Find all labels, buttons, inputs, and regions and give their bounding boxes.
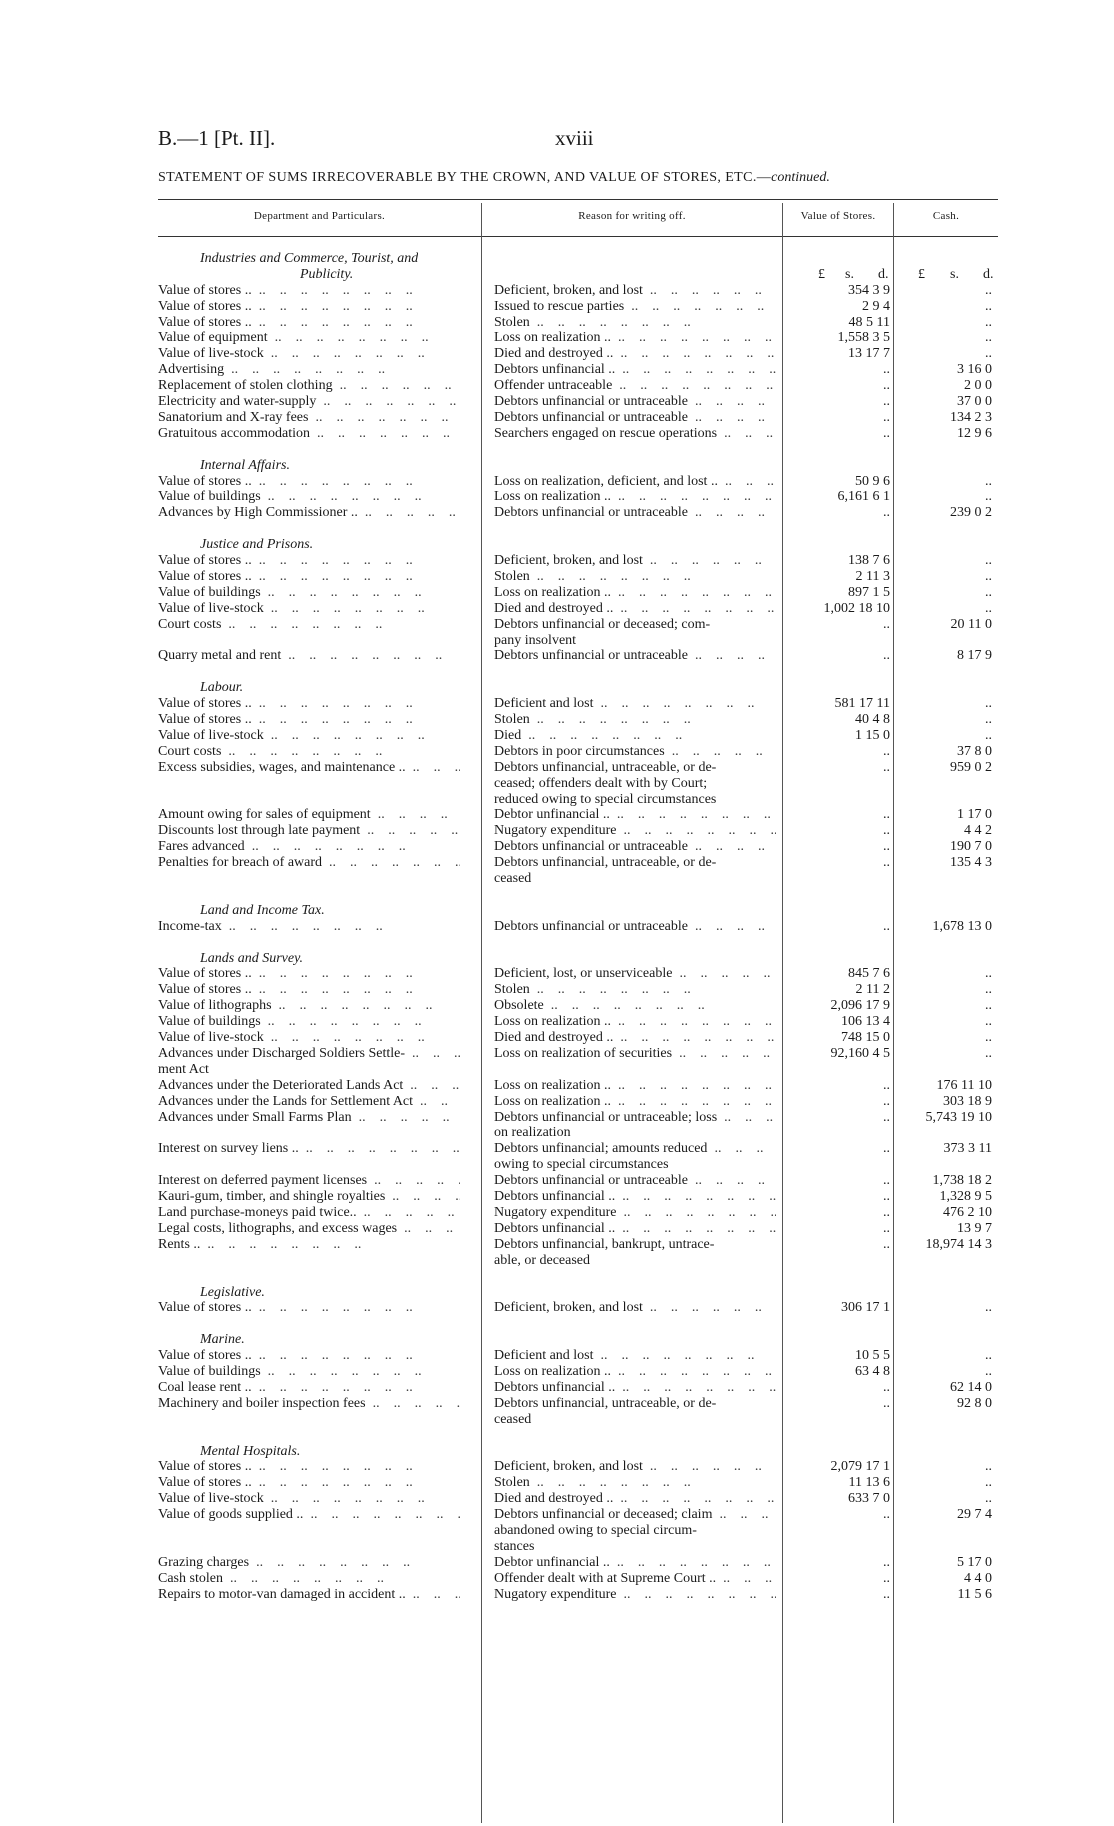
particulars-cell: Replacement of stolen clothing .. — [158, 378, 460, 394]
stores-value: 633 7 0 — [848, 1491, 890, 1506]
reason-cell: Nugatory expenditure .. — [494, 823, 776, 839]
reason-cell: Died and destroyed .. .. — [494, 346, 776, 362]
stores-value: .. — [883, 855, 890, 870]
stores-value: .. — [883, 744, 890, 759]
particulars-cell: Kauri-gum, timber, and shingle royalties .. — [158, 1189, 460, 1205]
unit-pound: £ — [918, 267, 925, 282]
section-title: Internal Affairs. — [200, 458, 290, 473]
stores-value: .. — [883, 919, 890, 934]
cash-value: .. — [985, 1459, 992, 1474]
reason-cell: Deficient, lost, or unserviceable .. — [494, 966, 776, 982]
particulars-cell: Legal costs, lithographs, and excess wages .. — [158, 1221, 460, 1237]
section-title: Marine. — [200, 1332, 245, 1347]
section-title: Legislative. — [200, 1285, 265, 1300]
stores-value: 106 13 4 — [841, 1014, 890, 1029]
reason-cell: Deficient, broken, and lost .. — [494, 1300, 776, 1316]
reason-cell: Loss on realization .. .. — [494, 489, 776, 505]
cash-value: 62 14 0 — [950, 1380, 992, 1395]
reason-cell: Debtors unfinancial or untraceable .. — [494, 394, 776, 410]
particulars-cell: Gratuitous accommodation .. — [158, 426, 460, 442]
particulars-cell: Advertising .. — [158, 362, 460, 378]
reason-cell: Obsolete .. — [494, 998, 776, 1014]
cash-value: .. — [985, 569, 992, 584]
divider-cash — [893, 203, 894, 1823]
column-header-particulars: Department and Particulars. — [253, 210, 386, 222]
particulars-cell: Value of stores .. .. — [158, 299, 460, 315]
reason-cell: Debtors unfinancial or untraceable .. — [494, 648, 776, 664]
reason-cell: Loss on realization .. .. — [494, 1014, 776, 1030]
stores-value: 2,079 17 1 — [830, 1459, 890, 1474]
stores-value: .. — [883, 505, 890, 520]
cash-value: 5 17 0 — [957, 1555, 992, 1570]
reason-cell: ceased; offenders dealt with by Court; — [494, 776, 708, 791]
particulars-cell: Value of buildings .. — [158, 1014, 460, 1030]
stores-value: .. — [883, 823, 890, 838]
stores-value: 306 17 1 — [841, 1300, 890, 1315]
cash-value: 303 18 9 — [943, 1094, 992, 1109]
reason-cell: Debtors unfinancial, bankrupt, untrace- — [494, 1237, 715, 1252]
cash-value: 3 16 0 — [957, 362, 992, 377]
stores-value: 1,558 3 5 — [837, 330, 890, 345]
reason-cell: Debtors unfinancial or untraceable .. — [494, 410, 776, 426]
reason-cell: Died and destroyed .. .. — [494, 1491, 776, 1507]
reason-cell: Loss on realization .. .. — [494, 1094, 776, 1110]
stores-value: .. — [883, 760, 890, 775]
unit-pence: d. — [983, 267, 994, 282]
unit-pence: d. — [878, 267, 889, 282]
stores-value: .. — [883, 426, 890, 441]
stores-value: 6,161 6 1 — [837, 489, 890, 504]
reason-cell: Debtor unfinancial .. .. — [494, 1555, 776, 1571]
reason-cell: Deficient and lost .. — [494, 696, 776, 712]
particulars-cell: Value of stores .. .. — [158, 712, 460, 728]
stores-value: .. — [883, 1110, 890, 1125]
particulars-cell: Advances under Small Farms Plan .. — [158, 1110, 460, 1126]
cash-value: .. — [985, 346, 992, 361]
stores-value: 50 9 6 — [855, 474, 890, 489]
stores-value: 2 9 4 — [862, 299, 890, 314]
cash-value: .. — [985, 1300, 992, 1315]
particulars-cell: Value of stores .. .. — [158, 1475, 460, 1491]
cash-value: 8 17 9 — [957, 648, 992, 663]
title-suffix: continued. — [771, 170, 830, 185]
stores-value: 2,096 17 9 — [830, 998, 890, 1013]
particulars-cell: Court costs .. — [158, 744, 460, 760]
stores-value: 11 13 6 — [848, 1475, 890, 1490]
reason-cell: able, or deceased — [494, 1253, 590, 1268]
reason-cell: Debtors unfinancial, untraceable, or de- — [494, 855, 717, 870]
reason-cell: Debtors unfinancial, untraceable, or de- — [494, 1396, 717, 1411]
particulars-cell: Value of stores .. .. — [158, 569, 460, 585]
reason-cell: pany insolvent — [494, 633, 577, 648]
particulars-cell: Value of stores .. .. — [158, 283, 460, 299]
cash-value: .. — [985, 585, 992, 600]
reason-cell: Debtors unfinancial or untraceable; loss .. — [494, 1110, 776, 1126]
particulars-cell: Interest on deferred payment licenses .. — [158, 1173, 460, 1189]
particulars-cell: Interest on survey liens .. .. — [158, 1141, 460, 1157]
particulars-cell: Repairs to motor-van damaged in accident .. .. — [158, 1587, 460, 1603]
particulars-cell: Coal lease rent .. .. — [158, 1380, 460, 1396]
particulars-cell: Sanatorium and X-ray fees .. — [158, 410, 460, 426]
cash-value: .. — [985, 1014, 992, 1029]
reason-cell: Debtors unfinancial or untraceable .. — [494, 1173, 776, 1189]
particulars-cell: Quarry metal and rent .. — [158, 648, 460, 664]
cash-value: 92 8 0 — [957, 1396, 992, 1411]
cash-value: .. — [985, 1046, 992, 1061]
reason-cell: ceased — [494, 871, 532, 886]
particulars-cell: Excess subsidies, wages, and maintenance .. .. — [158, 760, 460, 776]
reason-cell: Loss on realization, deficient, and lost .. .. — [494, 474, 776, 490]
reason-cell: Deficient, broken, and lost .. — [494, 553, 776, 569]
cash-value: 176 11 10 — [936, 1078, 992, 1093]
particulars-cell: Advances by High Commissioner .. .. — [158, 505, 460, 521]
rule-top — [158, 199, 998, 200]
stores-value: .. — [883, 1587, 890, 1602]
reason-cell: Nugatory expenditure .. — [494, 1205, 776, 1221]
particulars-cell: Electricity and water-supply .. — [158, 394, 460, 410]
cash-value: 13 9 7 — [957, 1221, 992, 1236]
particulars-cell: Value of buildings .. — [158, 1364, 460, 1380]
stores-value: .. — [883, 1205, 890, 1220]
stores-value: .. — [883, 1078, 890, 1093]
stores-value: 138 7 6 — [848, 553, 890, 568]
particulars-cell: Rents .. .. — [158, 1237, 460, 1253]
reason-cell: Deficient and lost .. — [494, 1348, 776, 1364]
cash-value: .. — [985, 1491, 992, 1506]
particulars-cell: Value of stores .. .. — [158, 315, 460, 331]
rule-head — [158, 236, 998, 237]
stores-value: .. — [883, 1555, 890, 1570]
stores-value: 2 11 3 — [855, 569, 890, 584]
cash-value: .. — [985, 1364, 992, 1379]
cash-value: 135 4 3 — [950, 855, 992, 870]
cash-value: .. — [985, 728, 992, 743]
reason-cell: Debtor unfinancial .. .. — [494, 807, 776, 823]
cash-value: .. — [985, 966, 992, 981]
stores-value: .. — [883, 394, 890, 409]
reason-cell: Stolen .. — [494, 315, 776, 331]
cash-value: .. — [985, 982, 992, 997]
cash-value: .. — [985, 489, 992, 504]
particulars-cell: Value of equipment .. — [158, 330, 460, 346]
stores-value: .. — [883, 1571, 890, 1586]
title-main: STATEMENT OF SUMS IRRECOVERABLE BY THE CROWN, AND VALUE OF STORES, ETC.— — [158, 170, 772, 185]
stores-value: .. — [883, 378, 890, 393]
particulars-cell: Value of live-stock .. — [158, 728, 460, 744]
reason-cell: Debtors unfinancial or untraceable .. — [494, 505, 776, 521]
statement-title — [158, 170, 998, 186]
particulars-cell: ment Act — [158, 1062, 209, 1077]
column-header-stores: Value of Stores. — [800, 210, 876, 222]
divider-reason — [481, 203, 482, 1823]
unit-shilling: s. — [950, 267, 959, 282]
cash-value: .. — [985, 330, 992, 345]
reason-cell: Debtors unfinancial or deceased; claim .. — [494, 1507, 776, 1523]
stores-value: 354 3 9 — [848, 283, 890, 298]
cash-value: 1,328 9 5 — [939, 1189, 992, 1204]
particulars-cell: Value of live-stock .. — [158, 346, 460, 362]
section-title: Labour. — [200, 680, 244, 695]
cash-value: .. — [985, 299, 992, 314]
particulars-cell: Value of live-stock .. — [158, 601, 460, 617]
page-number: xviii — [555, 126, 594, 150]
particulars-cell: Value of stores .. .. — [158, 696, 460, 712]
cash-value: 20 11 0 — [950, 617, 992, 632]
particulars-cell: Value of stores .. .. — [158, 1459, 460, 1475]
section-title: Land and Income Tax. — [200, 903, 325, 918]
cash-value: .. — [985, 474, 992, 489]
particulars-cell: Value of stores .. .. — [158, 966, 460, 982]
cash-value: 2 0 0 — [964, 378, 992, 393]
reason-cell: Deficient, broken, and lost .. — [494, 1459, 776, 1475]
reason-cell: Debtors unfinancial .. .. — [494, 1189, 776, 1205]
cash-value: .. — [985, 601, 992, 616]
unit-pound: £ — [818, 267, 825, 282]
cash-value: .. — [985, 998, 992, 1013]
reason-cell: stances — [494, 1539, 535, 1554]
reason-cell: on realization — [494, 1125, 571, 1140]
divider-stores — [782, 203, 783, 1823]
cash-value: 18,974 14 3 — [925, 1237, 992, 1252]
cash-value: 476 2 10 — [943, 1205, 992, 1220]
section-title: Mental Hospitals. — [200, 1444, 301, 1459]
stores-value: 1 15 0 — [855, 728, 890, 743]
stores-value: 1,002 18 10 — [823, 601, 890, 616]
cash-value: 37 8 0 — [957, 744, 992, 759]
reason-cell: Debtors unfinancial .. .. — [494, 1380, 776, 1396]
cash-value: 373 3 11 — [943, 1141, 992, 1156]
particulars-cell: Value of lithographs .. — [158, 998, 460, 1014]
reason-cell: Offender dealt with at Supreme Court .. .. — [494, 1571, 776, 1587]
section-title: Publicity. — [300, 267, 354, 282]
page-reference: B.—1 [Pt. II]. — [158, 126, 276, 150]
reason-cell: Debtors unfinancial, untraceable, or de- — [494, 760, 717, 775]
particulars-cell: Advances under the Lands for Settlement Act .. — [158, 1094, 460, 1110]
stores-value: .. — [883, 1094, 890, 1109]
reason-cell: Debtors in poor circumstances .. — [494, 744, 776, 760]
reason-cell: Debtors unfinancial or untraceable .. — [494, 919, 776, 935]
reason-cell: Died and destroyed .. .. — [494, 1030, 776, 1046]
stores-value: .. — [883, 1380, 890, 1395]
particulars-cell: Discounts lost through late payment .. — [158, 823, 460, 839]
stores-value: .. — [883, 1221, 890, 1236]
unit-shilling: s. — [845, 267, 854, 282]
column-header-reason: Reason for writing off. — [578, 210, 686, 222]
section-title: Justice and Prisons. — [200, 537, 314, 552]
reason-cell: Loss on realization .. .. — [494, 330, 776, 346]
reason-cell: Stolen .. — [494, 569, 776, 585]
reason-cell: Died and destroyed .. .. — [494, 601, 776, 617]
stores-value: 748 15 0 — [841, 1030, 890, 1045]
reason-cell: Nugatory expenditure .. — [494, 1587, 776, 1603]
cash-value: 4 4 2 — [964, 823, 992, 838]
particulars-cell: Amount owing for sales of equipment .. — [158, 807, 460, 823]
stores-value: 13 17 7 — [848, 346, 890, 361]
cash-value: .. — [985, 712, 992, 727]
particulars-cell: Value of buildings .. — [158, 585, 460, 601]
cash-value: 134 2 3 — [950, 410, 992, 425]
stores-value: 2 11 2 — [855, 982, 890, 997]
particulars-cell: Value of stores .. .. — [158, 474, 460, 490]
cash-value: 1,738 18 2 — [932, 1173, 992, 1188]
reason-cell: reduced owing to special circumstances — [494, 792, 717, 807]
particulars-cell: Advances under the Deteriorated Lands Act .. — [158, 1078, 460, 1094]
stores-value: .. — [883, 1173, 890, 1188]
reason-cell: Debtors unfinancial .. .. — [494, 362, 776, 378]
particulars-cell: Cash stolen .. — [158, 1571, 460, 1587]
particulars-cell: Value of stores .. .. — [158, 553, 460, 569]
particulars-cell: Value of stores .. .. — [158, 1300, 460, 1316]
cash-value: 5,743 19 10 — [925, 1110, 992, 1125]
cash-value: 11 5 6 — [957, 1587, 992, 1602]
cash-value: 12 9 6 — [957, 426, 992, 441]
stores-value: .. — [883, 1189, 890, 1204]
cash-value: .. — [985, 1030, 992, 1045]
particulars-cell: Land purchase-moneys paid twice.. .. — [158, 1205, 460, 1221]
reason-cell: ceased — [494, 1412, 532, 1427]
stores-value: 897 1 5 — [848, 585, 890, 600]
reason-cell: Loss on realization of securities .. — [494, 1046, 776, 1062]
reason-cell: Died .. — [494, 728, 776, 744]
stores-value: 581 17 11 — [834, 696, 890, 711]
cash-value: 190 7 0 — [950, 839, 992, 854]
reason-cell: owing to special circumstances — [494, 1157, 669, 1172]
particulars-cell: Value of stores .. .. — [158, 1348, 460, 1364]
cash-value: .. — [985, 553, 992, 568]
cash-value: .. — [985, 696, 992, 711]
reason-cell: Offender untraceable .. — [494, 378, 776, 394]
reason-cell: Loss on realization .. .. — [494, 1364, 776, 1380]
cash-value: 959 0 2 — [950, 760, 992, 775]
reason-cell: Debtors unfinancial or untraceable .. — [494, 839, 776, 855]
reason-cell: Loss on realization .. .. — [494, 585, 776, 601]
reason-cell: Searchers engaged on rescue operations .. — [494, 426, 776, 442]
reason-cell: Stolen .. — [494, 1475, 776, 1491]
reason-cell: Loss on realization .. .. — [494, 1078, 776, 1094]
stores-value: .. — [883, 1141, 890, 1156]
cash-value: 4 4 0 — [964, 1571, 992, 1586]
particulars-cell: Income-tax .. — [158, 919, 460, 935]
particulars-cell: Grazing charges .. — [158, 1555, 460, 1571]
cash-value: 1,678 13 0 — [932, 919, 992, 934]
cash-value: .. — [985, 1475, 992, 1490]
cash-value: 29 7 4 — [957, 1507, 992, 1522]
reason-cell: abandoned owing to special circum- — [494, 1523, 697, 1538]
section-title: Lands and Survey. — [200, 951, 304, 966]
cash-value: 37 0 0 — [957, 394, 992, 409]
stores-value: .. — [883, 1237, 890, 1252]
particulars-cell: Penalties for breach of award .. — [158, 855, 460, 871]
stores-value: .. — [883, 1396, 890, 1411]
stores-value: .. — [883, 617, 890, 632]
stores-value: 10 5 5 — [855, 1348, 890, 1363]
cash-value: .. — [985, 1348, 992, 1363]
cash-value: .. — [985, 315, 992, 330]
cash-value: .. — [985, 283, 992, 298]
particulars-cell: Advances under Discharged Soldiers Settle- .. — [158, 1046, 460, 1062]
reason-cell: Debtors unfinancial or deceased; com- — [494, 617, 711, 632]
section-title: Industries and Commerce, Tourist, and — [200, 251, 419, 266]
reason-cell: Issued to rescue parties .. — [494, 299, 776, 315]
stores-value: .. — [883, 648, 890, 663]
stores-value: 40 4 8 — [855, 712, 890, 727]
column-header-cash: Cash. — [932, 210, 960, 222]
particulars-cell: Value of buildings .. — [158, 489, 460, 505]
particulars-cell: Value of goods supplied .. .. — [158, 1507, 460, 1523]
particulars-cell: Fares advanced .. — [158, 839, 460, 855]
cash-value: 1 17 0 — [957, 807, 992, 822]
stores-value: 63 4 8 — [855, 1364, 890, 1379]
stores-value: 48 5 11 — [848, 315, 890, 330]
particulars-cell: Value of live-stock .. — [158, 1030, 460, 1046]
stores-value: .. — [883, 1507, 890, 1522]
reason-cell: Stolen .. — [494, 982, 776, 998]
stores-value: .. — [883, 410, 890, 425]
particulars-cell: Machinery and boiler inspection fees .. — [158, 1396, 460, 1412]
cash-value: 239 0 2 — [950, 505, 992, 520]
reason-cell: Debtors unfinancial; amounts reduced .. — [494, 1141, 776, 1157]
particulars-cell: Value of live-stock .. — [158, 1491, 460, 1507]
stores-value: 845 7 6 — [848, 966, 890, 981]
particulars-cell: Value of stores .. .. — [158, 982, 460, 998]
stores-value: .. — [883, 362, 890, 377]
particulars-cell: Court costs .. — [158, 617, 460, 633]
reason-cell: Deficient, broken, and lost .. — [494, 283, 776, 299]
stores-value: 92,160 4 5 — [830, 1046, 890, 1061]
reason-cell: Debtors unfinancial .. .. — [494, 1221, 776, 1237]
stores-value: .. — [883, 839, 890, 854]
reason-cell: Stolen .. — [494, 712, 776, 728]
stores-value: .. — [883, 807, 890, 822]
